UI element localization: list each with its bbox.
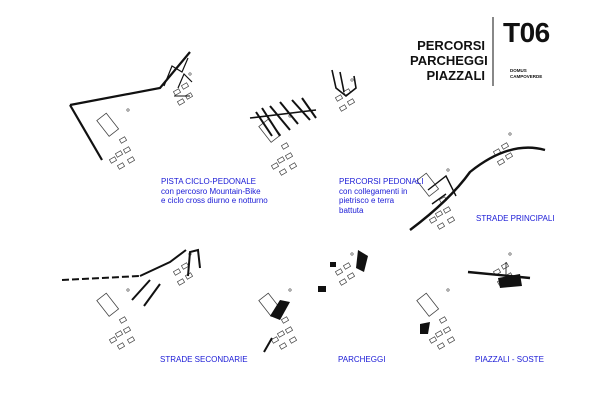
caption-principali-line-1: STRADE PRINCIPALI — [476, 214, 555, 223]
caption-pedonali-line-3: pietrisco e terra — [339, 196, 395, 205]
caption-pista-line-2: con percosro Mountain-Bike — [161, 186, 261, 196]
caption-principali — [476, 214, 555, 224]
parking-area — [356, 250, 368, 272]
bike-track-path — [70, 52, 190, 105]
panel-pista-diagram — [70, 52, 193, 169]
caption-piazzali — [475, 355, 544, 365]
caption-pedonali-line-4: battuta — [339, 205, 364, 215]
caption-piazzali-line-1: PIAZZALI - SOSTE — [475, 355, 544, 364]
secondary-road-dashed — [62, 276, 140, 280]
caption-pedonali — [339, 177, 423, 215]
caption-secondarie — [160, 355, 248, 365]
panel-secondarie-diagram — [62, 250, 200, 349]
header-title-line-1: PERCORSI — [417, 38, 485, 53]
caption-pista — [161, 177, 268, 206]
panel-parcheggi-diagram — [259, 250, 368, 352]
sheet-code: T06 — [503, 17, 550, 48]
caption-pista-line-1: PISTA CICLO-PEDONALE — [161, 177, 256, 186]
caption-parcheggi-line-1: PARCHEGGI — [338, 355, 386, 364]
caption-pedonali-line-1: PERCORSI PEDONALI — [339, 177, 424, 186]
panel-piazzali-diagram — [417, 253, 530, 349]
header-title-line-3: PIAZZALI — [426, 68, 485, 83]
project-name — [510, 68, 542, 79]
caption-pedonali-line-2: con collegamenti in — [339, 186, 408, 196]
project-name-line-2: CAMPOVERDE — [510, 73, 543, 79]
project-name-line-1: DOMUS — [510, 68, 527, 73]
caption-parcheggi — [338, 355, 385, 365]
bike-track-branch — [70, 105, 102, 160]
panel-pedonali-diagram — [250, 70, 356, 175]
header-title-line-2: PARCHEGGI — [410, 53, 488, 68]
caption-pista-line-3: e ciclo cross diurno e notturno — [161, 196, 268, 205]
header-title — [410, 38, 488, 83]
caption-secondarie-line-1: STRADE SECONDARIE — [160, 355, 248, 364]
